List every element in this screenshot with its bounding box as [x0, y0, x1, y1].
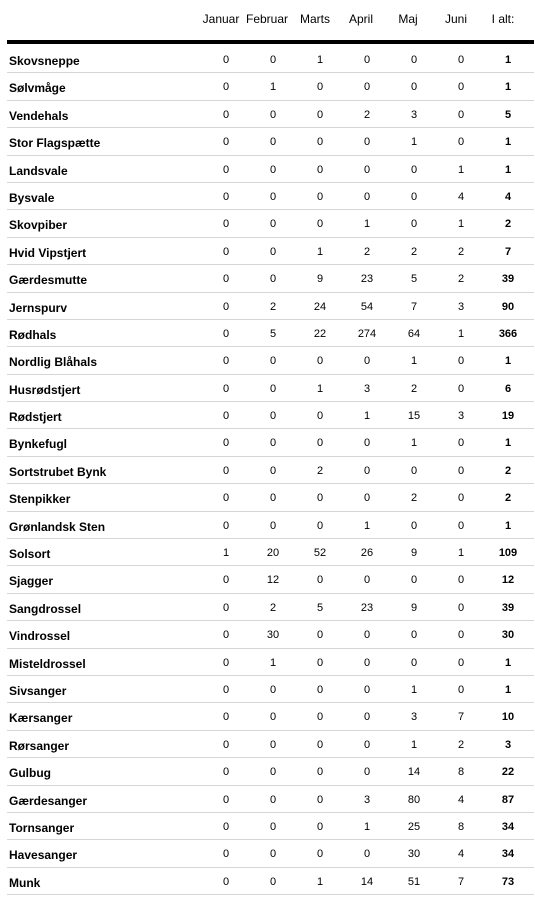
month-count: 0: [269, 820, 277, 833]
table-row: [7, 265, 534, 292]
month-count: 0: [316, 108, 324, 121]
month-count: 64: [407, 327, 421, 340]
month-count: 20: [266, 547, 280, 560]
month-count: 15: [407, 410, 421, 423]
month-count: 2: [269, 300, 277, 313]
month-count: 1: [457, 218, 465, 231]
month-count: 0: [316, 793, 324, 806]
month-count: 7: [457, 711, 465, 724]
month-count: 0: [316, 163, 324, 176]
month-count: 0: [316, 519, 324, 532]
total-count: 1: [504, 656, 512, 669]
month-count: 2: [457, 245, 465, 258]
month-count: 0: [222, 711, 230, 724]
table-row: [7, 594, 534, 621]
month-count: 3: [363, 793, 371, 806]
table-row: [7, 703, 534, 730]
month-count: 0: [316, 136, 324, 149]
month-count: 0: [222, 81, 230, 94]
header-januar: Januar: [202, 12, 240, 26]
month-count: 1: [269, 81, 277, 94]
species-name: Bynkefugl: [9, 437, 68, 452]
month-count: 0: [410, 81, 418, 94]
month-count: 12: [266, 574, 280, 587]
month-count: 0: [316, 410, 324, 423]
month-count: 0: [222, 218, 230, 231]
month-count: 0: [222, 382, 230, 395]
month-count: 0: [222, 190, 230, 203]
month-count: 0: [269, 54, 277, 66]
month-count: 0: [363, 163, 371, 176]
month-count: 0: [222, 327, 230, 340]
total-count: 39: [501, 273, 515, 286]
table-row: [7, 840, 534, 867]
species-name: Sangdrossel: [9, 601, 82, 616]
species-name: Havesanger: [9, 848, 78, 863]
month-count: 274: [357, 327, 377, 340]
month-count: 0: [457, 108, 465, 121]
species-name: Rødhals: [9, 327, 57, 342]
species-name: Solsort: [9, 547, 51, 562]
month-count: 3: [457, 410, 465, 423]
month-count: 0: [222, 519, 230, 532]
table-row: [7, 457, 534, 484]
table-row: [7, 758, 534, 785]
month-count: 9: [410, 547, 418, 560]
month-count: 0: [269, 190, 277, 203]
month-count: 0: [410, 163, 418, 176]
total-count: 1: [504, 54, 512, 66]
month-count: 2: [410, 382, 418, 395]
total-count: 1: [504, 683, 512, 696]
header-marts: Marts: [300, 12, 330, 26]
month-count: 0: [410, 190, 418, 203]
total-count: 4: [504, 190, 512, 203]
month-count: 0: [269, 437, 277, 450]
total-count: 2: [504, 492, 512, 505]
table-header: [0, 0, 535, 40]
species-name: Nordlig Blåhals: [9, 355, 98, 370]
species-name: Gulbug: [9, 766, 51, 781]
table-row: [7, 210, 534, 237]
species-name: Jernspurv: [9, 300, 68, 315]
month-count: 0: [222, 656, 230, 669]
month-count: 1: [316, 245, 324, 258]
month-count: 0: [410, 656, 418, 669]
table-row: [7, 320, 534, 347]
species-name: Gærdesmutte: [9, 273, 88, 288]
month-count: 0: [363, 464, 371, 477]
month-count: 2: [363, 108, 371, 121]
table-row: [7, 73, 534, 100]
species-name: Sivsanger: [9, 683, 67, 698]
species-name: Bysvale: [9, 190, 55, 205]
species-name: Grønlandsk Sten: [9, 519, 106, 534]
month-count: 1: [363, 410, 371, 423]
month-count: 1: [316, 54, 324, 66]
month-count: 0: [222, 574, 230, 587]
month-count: 0: [269, 464, 277, 477]
month-count: 0: [363, 355, 371, 368]
total-count: 5: [504, 108, 512, 121]
total-count: 10: [501, 711, 515, 724]
species-name: Sølvmåge: [9, 81, 66, 96]
table-row: [7, 512, 534, 539]
month-count: 1: [457, 547, 465, 560]
month-count: 0: [457, 656, 465, 669]
header-februar: Februar: [245, 12, 289, 26]
month-count: 0: [457, 683, 465, 696]
month-count: 30: [407, 848, 421, 861]
month-count: 0: [363, 190, 371, 203]
month-count: 25: [407, 820, 421, 833]
month-count: 0: [363, 437, 371, 450]
month-count: 9: [410, 601, 418, 614]
month-count: 0: [410, 629, 418, 642]
month-count: 0: [222, 766, 230, 779]
species-name: Misteldrossel: [9, 656, 86, 671]
species-name: Munk: [9, 875, 41, 890]
month-count: 0: [316, 738, 324, 751]
month-count: 0: [316, 629, 324, 642]
total-count: 3: [504, 738, 512, 751]
month-count: 0: [269, 410, 277, 423]
month-count: 3: [363, 382, 371, 395]
month-count: 1: [410, 355, 418, 368]
total-count: 7: [504, 245, 512, 258]
month-count: 1: [457, 163, 465, 176]
month-count: 1: [410, 437, 418, 450]
species-name: Rørsanger: [9, 738, 70, 753]
total-count: 1: [504, 81, 512, 94]
month-count: 1: [410, 738, 418, 751]
month-count: 0: [222, 108, 230, 121]
month-count: 2: [410, 245, 418, 258]
month-count: 0: [363, 492, 371, 505]
header-maj: Maj: [398, 12, 418, 26]
species-name: Landsvale: [9, 163, 68, 178]
month-count: 0: [410, 519, 418, 532]
month-count: 14: [407, 766, 421, 779]
month-count: 0: [363, 738, 371, 751]
month-count: 0: [222, 601, 230, 614]
month-count: 0: [363, 136, 371, 149]
table-row: [7, 429, 534, 456]
month-count: 0: [269, 163, 277, 176]
month-count: 1: [363, 820, 371, 833]
month-count: 0: [457, 136, 465, 149]
month-count: 22: [313, 327, 327, 340]
month-count: 0: [269, 492, 277, 505]
month-count: 0: [222, 245, 230, 258]
month-count: 0: [316, 574, 324, 587]
month-count: 0: [410, 574, 418, 587]
month-count: 0: [316, 355, 324, 368]
species-name: Gærdesanger: [9, 793, 88, 808]
total-count: 1: [504, 355, 512, 368]
total-count: 30: [501, 629, 515, 642]
month-count: 0: [457, 519, 465, 532]
header-total: I alt:: [491, 12, 515, 26]
month-count: 0: [316, 437, 324, 450]
table-row: [7, 46, 534, 73]
month-count: 1: [410, 683, 418, 696]
table-row: [7, 156, 534, 183]
table-row: [7, 539, 534, 566]
month-count: 0: [363, 683, 371, 696]
species-name: Vendehals: [9, 108, 69, 123]
month-count: 5: [316, 601, 324, 614]
species-name: Kærsanger: [9, 711, 73, 726]
month-count: 0: [222, 793, 230, 806]
month-count: 4: [457, 190, 465, 203]
month-count: 0: [269, 355, 277, 368]
month-count: 54: [360, 300, 374, 313]
month-count: 4: [457, 793, 465, 806]
month-count: 3: [457, 300, 465, 313]
month-count: 0: [269, 218, 277, 231]
species-name: Skovpiber: [9, 218, 68, 233]
month-count: 0: [269, 519, 277, 532]
month-count: 14: [360, 875, 374, 888]
month-count: 0: [316, 190, 324, 203]
month-count: 5: [269, 327, 277, 340]
month-count: 0: [222, 163, 230, 176]
month-count: 52: [313, 547, 327, 560]
table-row: [7, 731, 534, 758]
month-count: 0: [410, 54, 418, 66]
month-count: 0: [316, 218, 324, 231]
month-count: 7: [457, 875, 465, 888]
species-name: Sjagger: [9, 574, 54, 589]
month-count: 0: [222, 683, 230, 696]
month-count: 0: [457, 629, 465, 642]
month-count: 0: [222, 629, 230, 642]
header-juni: Juni: [444, 12, 467, 26]
month-count: 23: [360, 601, 374, 614]
month-count: 0: [269, 711, 277, 724]
month-count: 0: [363, 54, 371, 66]
month-count: 5: [410, 273, 418, 286]
month-count: 0: [269, 766, 277, 779]
table-row: [7, 813, 534, 840]
month-count: 80: [407, 793, 421, 806]
month-count: 0: [363, 766, 371, 779]
month-count: 0: [269, 108, 277, 121]
month-count: 0: [222, 54, 230, 66]
month-count: 0: [222, 410, 230, 423]
month-count: 8: [457, 820, 465, 833]
month-count: 0: [269, 875, 277, 888]
table-row: [7, 786, 534, 813]
month-count: 0: [457, 601, 465, 614]
month-count: 4: [457, 848, 465, 861]
month-count: 0: [222, 355, 230, 368]
month-count: 0: [316, 656, 324, 669]
month-count: 23: [360, 273, 374, 286]
total-count: 1: [504, 136, 512, 149]
total-count: 19: [501, 410, 515, 423]
month-count: 0: [222, 464, 230, 477]
month-count: 0: [222, 848, 230, 861]
month-count: 0: [316, 81, 324, 94]
month-count: 2: [316, 464, 324, 477]
month-count: 0: [316, 766, 324, 779]
month-count: 0: [316, 683, 324, 696]
month-count: 26: [360, 547, 374, 560]
month-count: 1: [457, 327, 465, 340]
month-count: 0: [222, 437, 230, 450]
month-count: 0: [363, 848, 371, 861]
month-count: 1: [410, 136, 418, 149]
month-count: 0: [410, 464, 418, 477]
month-count: 2: [457, 273, 465, 286]
month-count: 30: [266, 629, 280, 642]
total-count: 366: [498, 327, 518, 340]
table-row: [7, 676, 534, 703]
month-count: 0: [363, 711, 371, 724]
total-count: 34: [501, 848, 515, 861]
month-count: 0: [222, 738, 230, 751]
month-count: 0: [222, 300, 230, 313]
total-count: 39: [501, 601, 515, 614]
total-count: 73: [501, 875, 515, 888]
month-count: 0: [269, 382, 277, 395]
table-row: [7, 183, 534, 210]
month-count: 0: [457, 81, 465, 94]
total-count: 109: [498, 547, 518, 560]
month-count: 3: [410, 711, 418, 724]
month-count: 0: [457, 54, 465, 66]
total-count: 12: [501, 574, 515, 587]
month-count: 0: [222, 492, 230, 505]
month-count: 3: [410, 108, 418, 121]
total-count: 1: [504, 163, 512, 176]
month-count: 9: [316, 273, 324, 286]
month-count: 1: [316, 875, 324, 888]
month-count: 0: [316, 848, 324, 861]
month-count: 0: [269, 793, 277, 806]
month-count: 1: [316, 382, 324, 395]
total-count: 34: [501, 820, 515, 833]
total-count: 1: [504, 437, 512, 450]
month-count: 0: [457, 464, 465, 477]
month-count: 0: [363, 81, 371, 94]
month-count: 0: [363, 656, 371, 669]
total-count: 90: [501, 300, 515, 313]
total-count: 22: [501, 766, 515, 779]
table-row: [7, 101, 534, 128]
month-count: 1: [222, 547, 230, 560]
table-row: [7, 375, 534, 402]
month-count: 0: [222, 820, 230, 833]
species-name: Sortstrubet Bynk: [9, 464, 107, 479]
table-row: [7, 238, 534, 265]
month-count: 0: [269, 136, 277, 149]
month-count: 8: [457, 766, 465, 779]
total-count: 2: [504, 464, 512, 477]
table-row: [7, 868, 534, 895]
total-count: 87: [501, 793, 515, 806]
month-count: 0: [457, 574, 465, 587]
month-count: 0: [222, 875, 230, 888]
month-count: 1: [269, 656, 277, 669]
table-row: [7, 566, 534, 593]
month-count: 0: [269, 273, 277, 286]
month-count: 0: [457, 355, 465, 368]
species-name: Stor Flagspætte: [9, 136, 101, 151]
species-name: Stenpikker: [9, 492, 71, 507]
month-count: 0: [363, 574, 371, 587]
month-count: 0: [316, 711, 324, 724]
species-name: Rødstjert: [9, 410, 62, 425]
month-count: 24: [313, 300, 327, 313]
total-count: 1: [504, 519, 512, 532]
table-row: [7, 128, 534, 155]
total-count: 2: [504, 218, 512, 231]
table-row: [7, 621, 534, 648]
month-count: 0: [316, 820, 324, 833]
month-count: 0: [269, 848, 277, 861]
species-name: Vindrossel: [9, 629, 71, 644]
table-row: [7, 484, 534, 511]
table-row: [7, 293, 534, 320]
species-name: Skovsneppe: [9, 54, 80, 68]
species-name: Hvid Vipstjert: [9, 245, 87, 260]
month-count: 2: [457, 738, 465, 751]
month-count: 0: [410, 218, 418, 231]
species-name: Husrødstjert: [9, 382, 81, 397]
total-count: 6: [504, 382, 512, 395]
month-count: 0: [457, 437, 465, 450]
table-body: [7, 46, 534, 895]
month-count: 0: [269, 683, 277, 696]
month-count: 0: [457, 382, 465, 395]
month-count: 0: [457, 492, 465, 505]
month-count: 2: [269, 601, 277, 614]
month-count: 51: [407, 875, 421, 888]
header-rule: [7, 40, 534, 44]
month-count: 0: [222, 136, 230, 149]
species-name: Tornsanger: [9, 820, 75, 835]
table-row: [7, 347, 534, 374]
month-count: 2: [410, 492, 418, 505]
month-count: 2: [363, 245, 371, 258]
month-count: 0: [222, 273, 230, 286]
month-count: 0: [316, 492, 324, 505]
month-count: 0: [363, 629, 371, 642]
table-row: [7, 402, 534, 429]
month-count: 0: [269, 738, 277, 751]
header-april: April: [348, 12, 373, 26]
month-count: 7: [410, 300, 418, 313]
month-count: 1: [363, 519, 371, 532]
month-count: 1: [363, 218, 371, 231]
table-row: [7, 649, 534, 676]
month-count: 0: [269, 245, 277, 258]
